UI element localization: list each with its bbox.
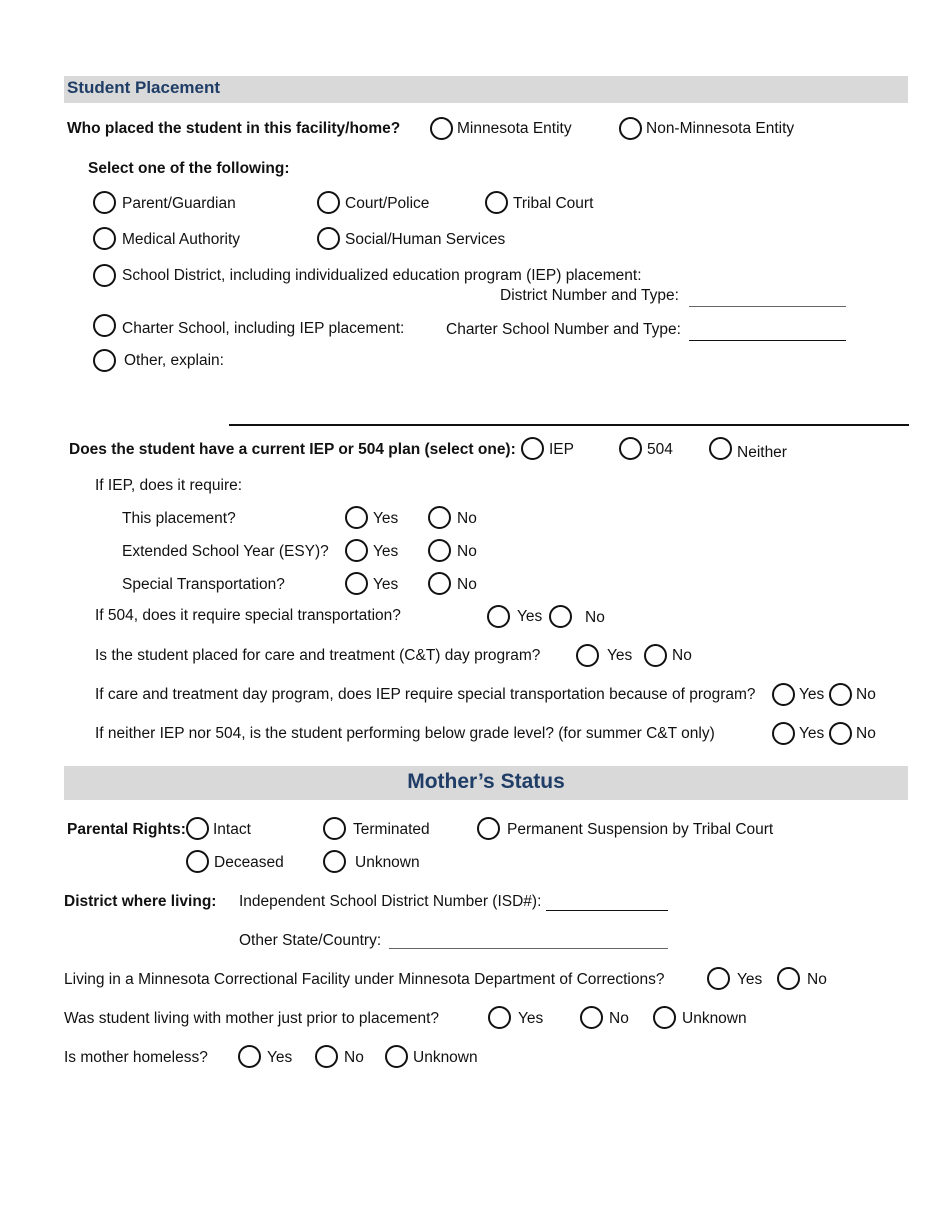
special-transport-yes-label: Yes [373, 576, 399, 593]
iep-label: IEP [549, 441, 574, 458]
iep-radio[interactable] [521, 437, 544, 460]
below-grade-no-radio[interactable] [829, 722, 852, 745]
charter-number-field[interactable] [689, 340, 846, 341]
other-state-field[interactable] [389, 948, 668, 949]
this-placement-no-radio[interactable] [428, 506, 451, 529]
if-504-yes-label: Yes [517, 608, 543, 625]
ct-day-yes-label: Yes [607, 647, 633, 664]
district-number-label: District Number and Type: [500, 287, 679, 304]
terminated-label: Terminated [353, 821, 430, 838]
if-504-yes-radio[interactable] [487, 605, 510, 628]
504-label: 504 [647, 441, 673, 458]
correctional-yes-label: Yes [737, 971, 763, 988]
other-radio[interactable] [93, 349, 116, 372]
special-transport-no-label: No [457, 576, 477, 593]
medical-authority-radio[interactable] [93, 227, 116, 250]
select-one-label: Select one of the following: [88, 160, 290, 177]
correctional-no-label: No [807, 971, 827, 988]
504-radio[interactable] [619, 437, 642, 460]
homeless-question: Is mother homeless? [64, 1049, 208, 1066]
rights-unknown-label: Unknown [355, 854, 420, 871]
this-placement-yes-label: Yes [373, 510, 399, 527]
esy-yes-label: Yes [373, 543, 399, 560]
other-explain-field[interactable] [229, 424, 909, 426]
living-with-yes-radio[interactable] [488, 1006, 511, 1029]
tribal-court-radio[interactable] [485, 191, 508, 214]
esy-yes-radio[interactable] [345, 539, 368, 562]
parent-guardian-label: Parent/Guardian [122, 195, 236, 212]
neither-radio[interactable] [709, 437, 732, 460]
if-504-question: If 504, does it require special transportation? [95, 607, 401, 624]
permanent-suspension-label: Permanent Suspension by Tribal Court [507, 821, 774, 838]
correctional-question: Living in a Minnesota Correctional Facility under Minnesota Department of Corrections? [64, 971, 665, 988]
ct-transport-yes-radio[interactable] [772, 683, 795, 706]
non-minnesota-entity-radio[interactable] [619, 117, 642, 140]
social-human-services-radio[interactable] [317, 227, 340, 250]
other-label: Other, explain: [124, 352, 224, 369]
living-with-yes-label: Yes [518, 1010, 544, 1027]
isd-label: Independent School District Number (ISD#): [239, 893, 542, 910]
below-grade-yes-radio[interactable] [772, 722, 795, 745]
if-iep-label: If IEP, does it require: [95, 477, 243, 494]
below-grade-question: If neither IEP nor 504, is the student performing below grade level? (for summer C&T only) [95, 725, 715, 742]
ct-transport-no-label: No [856, 686, 876, 703]
student-placement-title: Student Placement [67, 78, 221, 97]
charter-number-label: Charter School Number and Type: [446, 321, 681, 338]
esy-question: Extended School Year (ESY)? [122, 543, 329, 560]
ct-day-no-label: No [672, 647, 692, 664]
homeless-no-label: No [344, 1049, 364, 1066]
ct-day-no-radio[interactable] [644, 644, 667, 667]
tribal-court-label: Tribal Court [513, 195, 594, 212]
homeless-yes-radio[interactable] [238, 1045, 261, 1068]
neither-label: Neither [737, 444, 787, 461]
district-number-field[interactable] [689, 306, 846, 307]
other-state-label: Other State/Country: [239, 932, 382, 949]
school-district-radio[interactable] [93, 264, 116, 287]
homeless-no-radio[interactable] [315, 1045, 338, 1068]
living-with-no-label: No [609, 1010, 629, 1027]
if-504-no-radio[interactable] [549, 605, 572, 628]
terminated-radio[interactable] [323, 817, 346, 840]
court-police-radio[interactable] [317, 191, 340, 214]
non-minnesota-entity-label: Non-Minnesota Entity [646, 120, 795, 137]
permanent-suspension-radio[interactable] [477, 817, 500, 840]
charter-school-label: Charter School, including IEP placement: [122, 320, 405, 337]
homeless-unknown-radio[interactable] [385, 1045, 408, 1068]
special-transport-question: Special Transportation? [122, 576, 285, 593]
below-grade-no-label: No [856, 725, 876, 742]
homeless-yes-label: Yes [267, 1049, 293, 1066]
deceased-label: Deceased [214, 854, 284, 871]
ct-transport-yes-label: Yes [799, 686, 825, 703]
homeless-unknown-label: Unknown [413, 1049, 478, 1066]
intact-radio[interactable] [186, 817, 209, 840]
this-placement-question: This placement? [122, 510, 236, 527]
minnesota-entity-label: Minnesota Entity [457, 120, 572, 137]
esy-no-label: No [457, 543, 477, 560]
living-with-question: Was student living with mother just prior to placement? [64, 1010, 440, 1027]
parent-guardian-radio[interactable] [93, 191, 116, 214]
school-district-label: School District, including individualized education program (IEP) placement: [122, 267, 642, 284]
rights-unknown-radio[interactable] [323, 850, 346, 873]
charter-school-radio[interactable] [93, 314, 116, 337]
this-placement-no-label: No [457, 510, 477, 527]
living-with-no-radio[interactable] [580, 1006, 603, 1029]
correctional-yes-radio[interactable] [707, 967, 730, 990]
special-transport-yes-radio[interactable] [345, 572, 368, 595]
this-placement-yes-radio[interactable] [345, 506, 368, 529]
parental-rights-label: Parental Rights: [67, 821, 186, 838]
mother-status-title: Mother’s Status [407, 770, 565, 793]
ct-day-yes-radio[interactable] [576, 644, 599, 667]
special-transport-no-radio[interactable] [428, 572, 451, 595]
court-police-label: Court/Police [345, 195, 430, 212]
deceased-radio[interactable] [186, 850, 209, 873]
iep-question: Does the student have a current IEP or 504 plan (select one): [69, 441, 516, 458]
who-placed-question: Who placed the student in this facility/home? [67, 120, 401, 137]
correctional-no-radio[interactable] [777, 967, 800, 990]
social-human-services-label: Social/Human Services [345, 231, 506, 248]
isd-field[interactable] [546, 910, 668, 911]
ct-transport-question: If care and treatment day program, does IEP require special transportation because of program? [95, 686, 756, 703]
living-with-unknown-label: Unknown [682, 1010, 747, 1027]
esy-no-radio[interactable] [428, 539, 451, 562]
medical-authority-label: Medical Authority [122, 231, 241, 248]
ct-day-question: Is the student placed for care and treatment (C&T) day program? [95, 647, 541, 664]
district-where-living-label: District where living: [64, 893, 217, 910]
ct-transport-no-radio[interactable] [829, 683, 852, 706]
below-grade-yes-label: Yes [799, 725, 825, 742]
living-with-unknown-radio[interactable] [653, 1006, 676, 1029]
if-504-no-label: No [585, 609, 605, 626]
intact-label: Intact [213, 821, 251, 838]
minnesota-entity-radio[interactable] [430, 117, 453, 140]
